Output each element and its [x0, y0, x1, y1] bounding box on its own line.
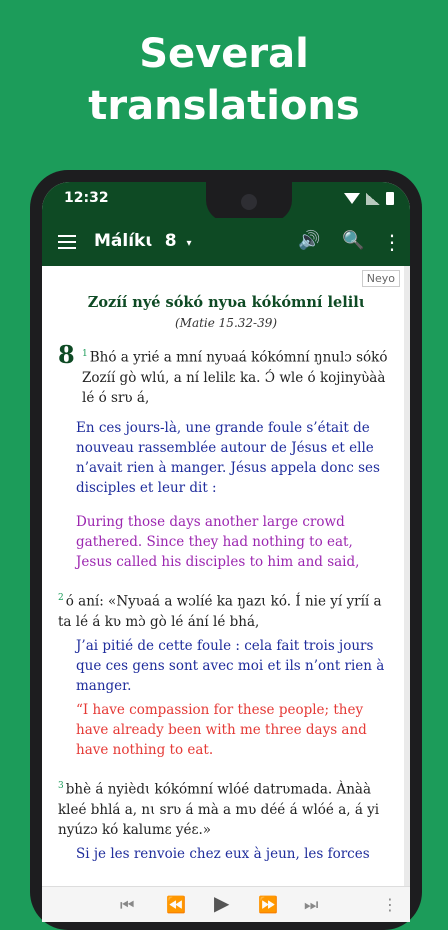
verse-1-english[interactable]: During those days another large crowd gathered. Since they had nothing to eat, Jesus called his disciples to him and said,: [76, 514, 360, 570]
promo-headline: [0, 28, 448, 132]
chevron-down-icon: ▾: [186, 238, 192, 249]
verse-2-neyo[interactable]: [58, 588, 392, 632]
headline-line-2: translations: [88, 83, 360, 129]
search-icon[interactable]: 🔍: [342, 230, 365, 251]
speaker-icon[interactable]: 🔊: [298, 230, 321, 251]
scrollbar[interactable]: [404, 266, 410, 886]
play-icon[interactable]: ▶: [214, 891, 230, 915]
section-reference: (Matie 15.32-39): [174, 316, 278, 330]
book-chapter-selector[interactable]: [94, 231, 192, 251]
verse-number: 1: [82, 349, 88, 359]
verse-2-french[interactable]: J’ai pitié de cette foule : cela fait trois jours que ces gens sont avec moi et ils n’ont rien à manger.: [76, 638, 385, 694]
wifi-icon: [344, 193, 360, 204]
phone-frame: [30, 170, 422, 930]
reading-pane[interactable]: [42, 266, 410, 886]
fast-forward-icon[interactable]: ⏩: [258, 895, 278, 914]
menu-icon[interactable]: [58, 235, 76, 249]
app-toolbar: [42, 218, 410, 266]
verse-2-english[interactable]: “I have compassion for these people; they have already been with me three days and have nothing to eat.: [76, 702, 367, 758]
book-name: Málíkɩ: [94, 231, 153, 251]
skip-first-icon[interactable]: ⏮: [120, 895, 135, 914]
battery-icon: [386, 192, 394, 205]
signal-icon: [366, 193, 380, 205]
verse-text: bhè á nyièdɩ kókómní wlóé datrʋmada. Ànàà kleé bhlá a, nɩ srʋ á mà a mʋ déé á wlóé a, á yi nyúzɔ kó kalumɛ yéɛ.»: [58, 781, 380, 838]
verse-3-neyo[interactable]: [58, 776, 392, 840]
camera-notch: [206, 182, 292, 222]
phone-screen: [42, 182, 410, 922]
chapter-number-large: 8: [58, 340, 75, 369]
audio-player-bar: [42, 886, 410, 922]
section-title: Zozíí nyé sókó nyʋa kókómní lelilɩ: [87, 294, 365, 311]
status-icons: [344, 192, 394, 205]
camera-icon: [241, 194, 257, 210]
player-more-icon[interactable]: ⋮: [382, 895, 398, 914]
verse-number: 2: [58, 593, 64, 603]
translation-badge[interactable]: Neyo: [362, 270, 400, 287]
verse-number: 3: [58, 781, 64, 791]
more-vert-icon[interactable]: ⋮: [382, 230, 402, 254]
chapter-number: 8: [164, 231, 177, 251]
rewind-icon[interactable]: ⏪: [166, 895, 186, 914]
verse-text: ó aní: «Nyʋaá a wɔlíé ka ŋazɩ kó. Í nie yí yríí a ta lé á kʋ mɔ̀ gò lé ání lé bhá,: [58, 593, 382, 630]
verse-3-french[interactable]: Si je les renvoie chez eux à jeun, les forces: [76, 846, 370, 862]
verse-text: Bhó a yrié a mní nyʋaá kókómní ŋnulɔ sókó Zozíí gò wlú, a ní lelilɛ ka. Ɔ́ wle ó kojinyʋ̀àà lé ó srʋ á,: [82, 349, 388, 406]
status-time: 12:32: [64, 190, 109, 206]
skip-last-icon[interactable]: ⏭: [304, 895, 319, 914]
verse-1-neyo[interactable]: [82, 344, 390, 408]
headline-line-1: Several: [139, 31, 309, 77]
verse-1-french[interactable]: En ces jours-là, une grande foule s’était de nouveau rassemblée autour de Jésus et elle n’avait rien à manger. Jésus appela donc ses disciples et leur dit :: [76, 420, 380, 496]
